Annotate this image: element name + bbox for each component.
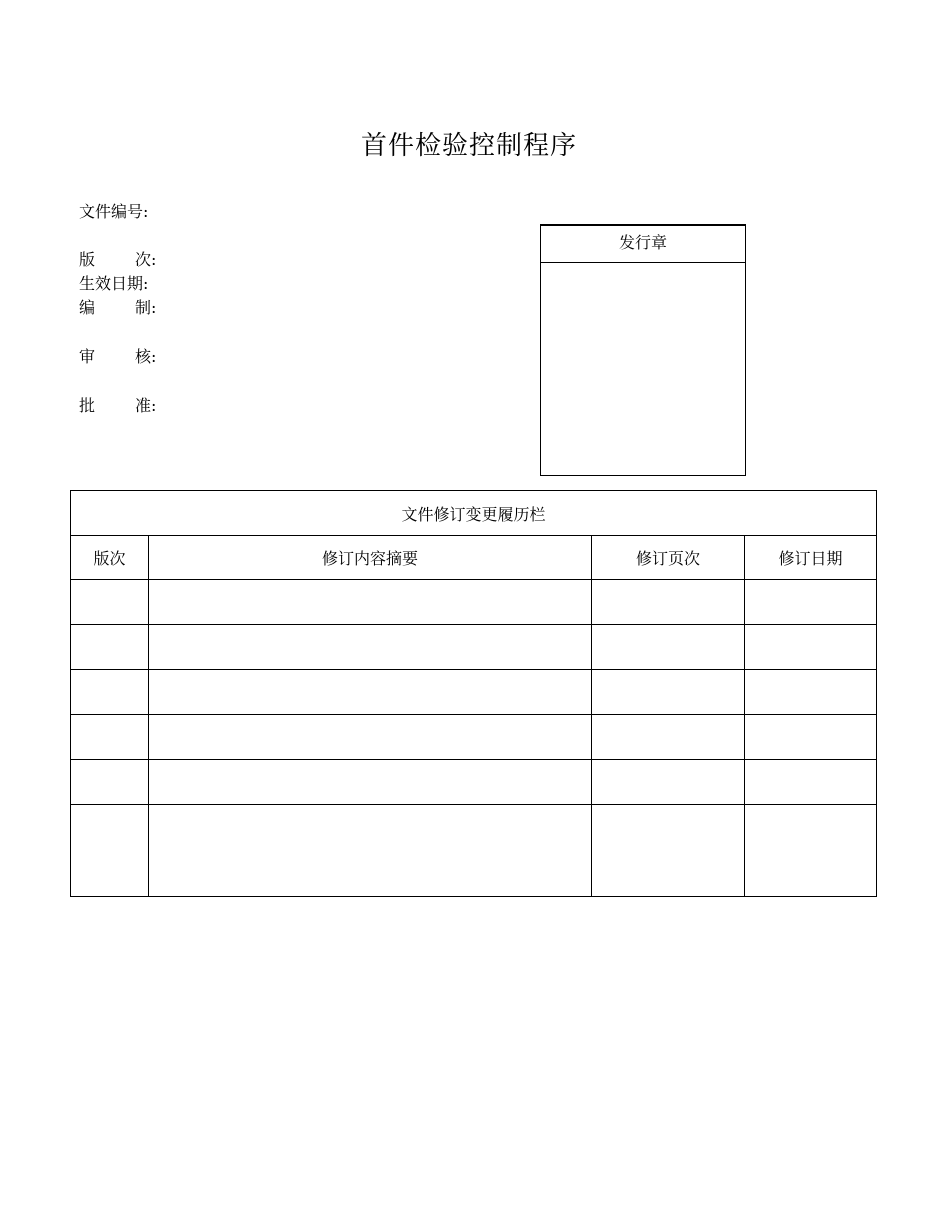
table-cell: [745, 580, 877, 625]
column-header-pages: 修订页次: [592, 536, 745, 580]
effective-date-field: [79, 274, 148, 294]
reviewed-by-label: 审核: [79, 347, 151, 366]
table-cell: [592, 580, 745, 625]
table-cell: [745, 670, 877, 715]
table-row: [71, 760, 877, 805]
table-row: [71, 670, 877, 715]
approved-by-field: [79, 396, 156, 416]
approved-by-colon: :: [151, 396, 157, 415]
table-cell: [71, 580, 149, 625]
table-cell: [592, 715, 745, 760]
table-cell: [149, 760, 592, 805]
revision-history-header-row: [71, 536, 877, 580]
table-cell: [745, 760, 877, 805]
table-cell: [149, 715, 592, 760]
version-field: [79, 250, 156, 270]
reviewed-by-colon: :: [151, 347, 157, 366]
table-cell: [745, 625, 877, 670]
table-cell: [149, 670, 592, 715]
table-row: [71, 580, 877, 625]
revision-history-caption: 文件修订变更履历栏: [71, 491, 877, 536]
table-cell: [745, 805, 877, 897]
column-header-summary: 修订内容摘要: [149, 536, 592, 580]
table-cell: [71, 760, 149, 805]
reviewed-by-field: [79, 347, 156, 367]
table-row: [71, 805, 877, 897]
doc-number-field: [79, 202, 148, 222]
table-cell: [149, 805, 592, 897]
document-title: 首件检验控制程序: [360, 131, 577, 161]
table-cell: [71, 805, 149, 897]
table-cell: [592, 760, 745, 805]
version-colon: :: [151, 250, 157, 269]
column-header-date: 修订日期: [745, 536, 877, 580]
table-cell: [71, 715, 149, 760]
table-cell: [592, 670, 745, 715]
effective-date-label: 生效日期:: [79, 274, 149, 293]
column-header-version: 版次: [71, 536, 149, 580]
table-cell: [149, 625, 592, 670]
table-row: [71, 625, 877, 670]
table-cell: [71, 670, 149, 715]
table-cell: [592, 805, 745, 897]
doc-number-label: 文件编号:: [79, 202, 149, 221]
table-cell: [71, 625, 149, 670]
version-label: 版次: [79, 250, 151, 269]
table-row: [71, 715, 877, 760]
table-cell: [592, 625, 745, 670]
revision-history-table: [70, 490, 877, 897]
approved-by-label: 批准: [79, 396, 151, 415]
issue-seal-label: 发行章: [541, 226, 745, 263]
issue-seal-box: [540, 224, 746, 476]
revision-history-caption-row: [71, 491, 877, 536]
prepared-by-label: 编制: [79, 298, 151, 317]
table-cell: [745, 715, 877, 760]
prepared-by-colon: :: [151, 298, 157, 317]
prepared-by-field: [79, 298, 156, 318]
table-cell: [149, 580, 592, 625]
